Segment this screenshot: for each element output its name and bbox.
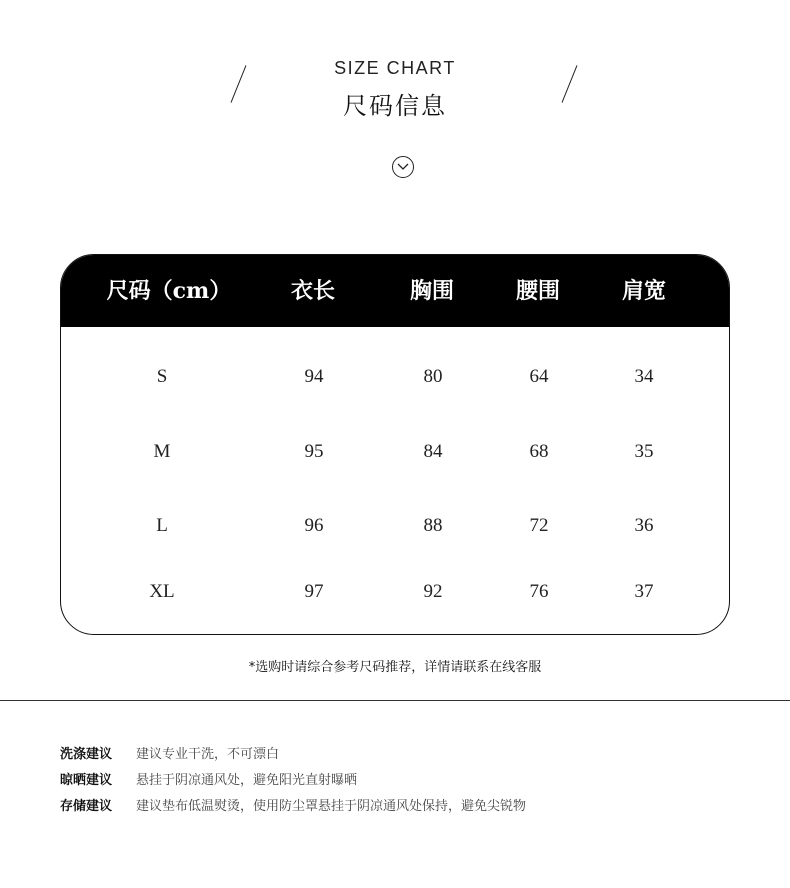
table-cell: 64 bbox=[529, 366, 549, 387]
table-cell: 95 bbox=[304, 441, 324, 462]
size-note: *选购时请综合参考尺码推荐，详情请联系在线客服 bbox=[248, 660, 542, 675]
size-table bbox=[60, 254, 730, 635]
care-item-washing bbox=[60, 743, 279, 762]
care-item-drying bbox=[60, 769, 357, 788]
divider bbox=[0, 700, 790, 701]
care-text: 建议专业干洗，不可漂白 bbox=[136, 747, 280, 762]
table-cell: 68 bbox=[529, 441, 549, 462]
table-cell: 92 bbox=[423, 581, 443, 602]
column-header-length: 衣长 bbox=[290, 278, 336, 304]
table-cell: 88 bbox=[423, 515, 443, 536]
column-header-waist: 腰围 bbox=[515, 278, 561, 304]
table-cell: 36 bbox=[634, 515, 654, 536]
care-item-storage bbox=[60, 795, 526, 814]
table-header bbox=[61, 255, 729, 327]
table-cell: 84 bbox=[423, 441, 443, 462]
care-label: 洗涤建议 bbox=[60, 747, 113, 762]
chevron-down-icon bbox=[392, 156, 414, 178]
column-header-chest: 胸围 bbox=[409, 278, 455, 304]
table-cell: XL bbox=[149, 581, 175, 602]
table-cell: 94 bbox=[304, 366, 324, 387]
title-chinese: 尺码信息 bbox=[343, 92, 447, 120]
table-cell: 72 bbox=[529, 515, 549, 536]
table-cell: M bbox=[153, 441, 171, 462]
table-cell: S bbox=[156, 366, 168, 387]
column-header-size: 尺码（cm） bbox=[106, 278, 232, 304]
care-text: 悬挂于阴凉通风处，避免阳光直射曝晒 bbox=[136, 773, 358, 788]
table-cell: 96 bbox=[304, 515, 324, 536]
care-label: 晾晒建议 bbox=[60, 773, 113, 788]
care-label: 存储建议 bbox=[60, 799, 113, 814]
table-cell: 35 bbox=[634, 441, 654, 462]
table-cell: 97 bbox=[304, 581, 324, 602]
table-cell: 37 bbox=[634, 581, 654, 602]
table-cell: 34 bbox=[634, 366, 654, 387]
table-cell: 76 bbox=[529, 581, 549, 602]
table-cell: L bbox=[156, 515, 168, 536]
column-header-shoulder: 肩宽 bbox=[621, 278, 667, 304]
title-english: SIZE CHART bbox=[334, 58, 456, 78]
table-cell: 80 bbox=[423, 366, 443, 387]
care-text: 建议垫布低温熨烫，使用防尘罩悬挂于阴凉通风处保持，避免尖锐物 bbox=[136, 799, 527, 814]
